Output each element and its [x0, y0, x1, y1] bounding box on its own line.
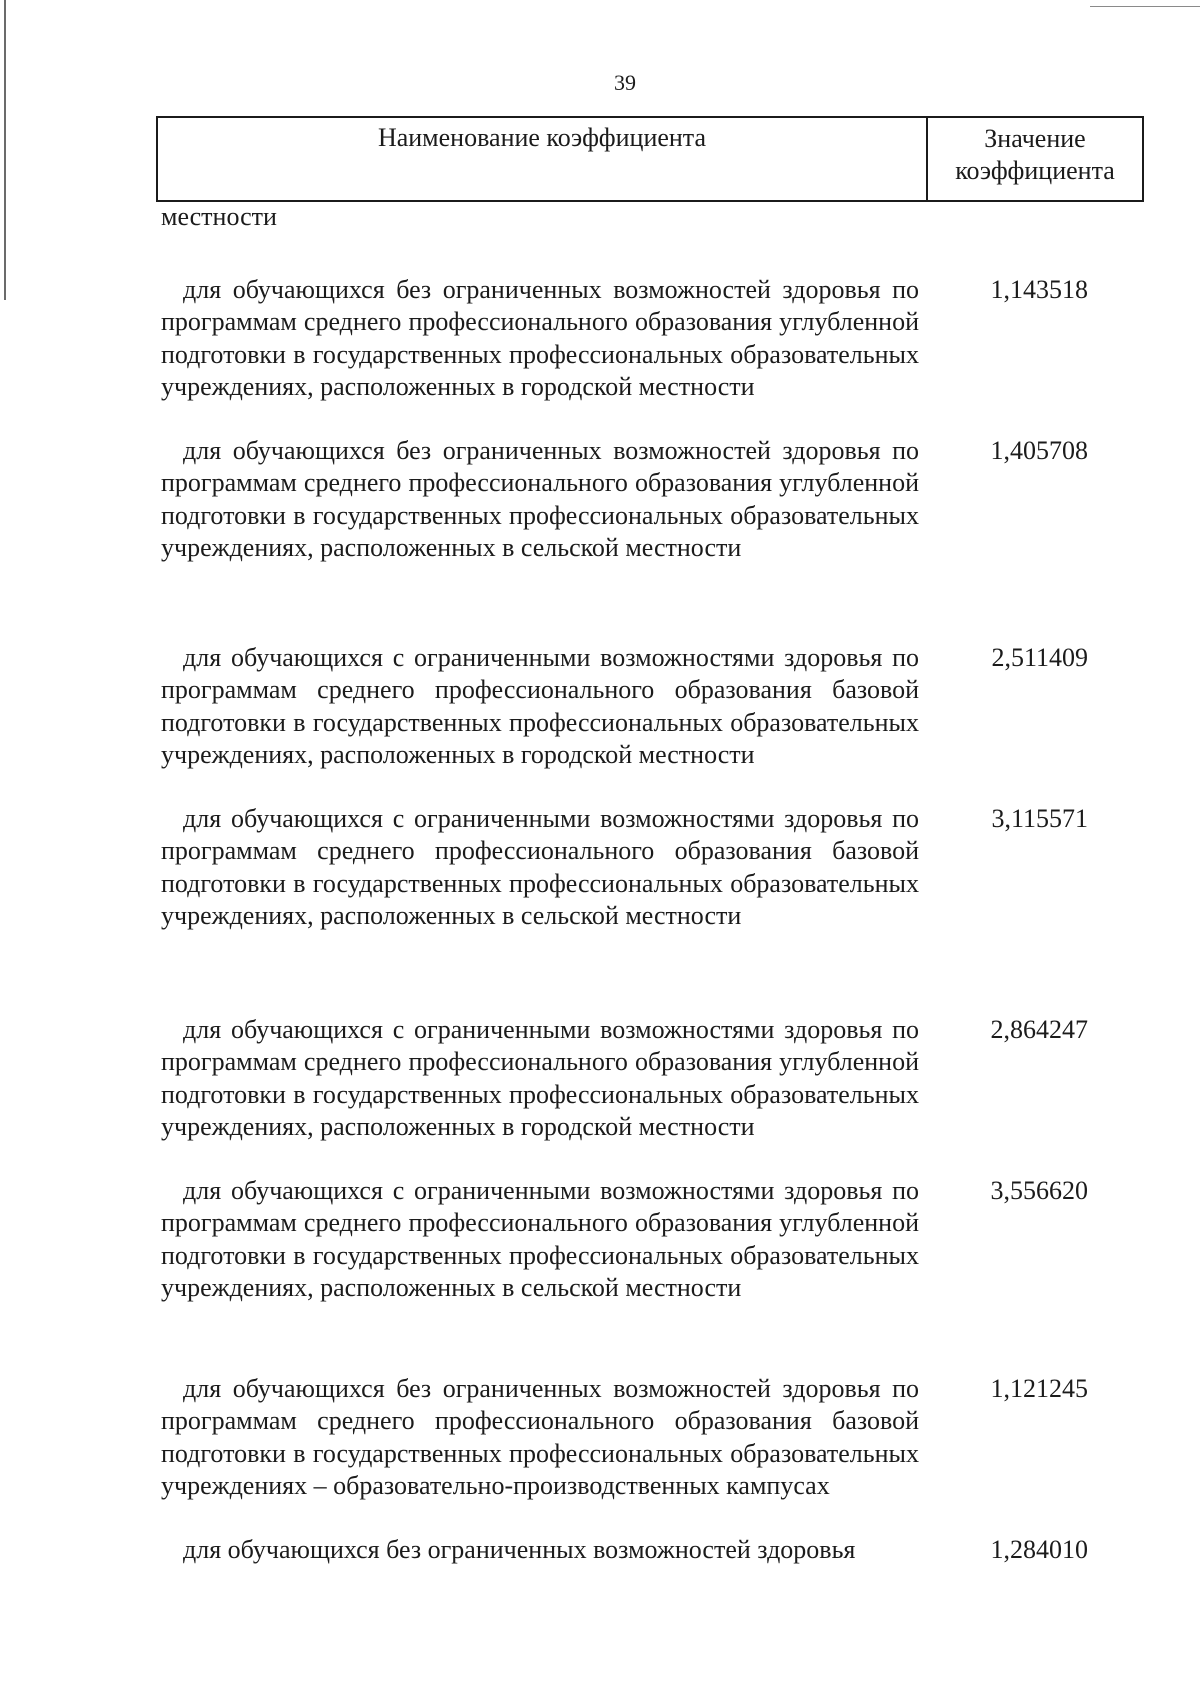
coefficient-entry-4-value: 3,115571	[991, 804, 1088, 833]
page-number: 39	[614, 70, 636, 95]
coefficient-entry-6-value: 3,556620	[990, 1176, 1088, 1205]
continuation-text: местности	[161, 202, 277, 231]
scan-edge-left	[4, 0, 6, 300]
coefficient-entry-8-value: 1,284010	[990, 1535, 1088, 1564]
coefficient-entry-6-text: для обучающихся с ограниченными возможностями здоровья по программам среднего профессионального образования углубленной подготовки в государственных профессиональных образовательных учреждениях, расположенных в сельской местности	[161, 1176, 919, 1303]
coefficient-entry-3-text: для обучающихся с ограниченными возможностями здоровья по программам среднего профессионального образования базовой подготовки в государственных профессиональных образовательных учреждениях, расположенных в городской местности	[161, 643, 919, 770]
coefficient-entry-1-text: для обучающихся без ограниченных возможностей здоровья по программам среднего профессионального образования углубленной подготовки в государственных профессиональных образовательных учреждениях, расположенных в городской местности	[161, 275, 919, 402]
scan-edge-top	[1090, 6, 1200, 7]
coefficient-entry-4-text: для обучающихся с ограниченными возможностями здоровья по программам среднего профессионального образования базовой подготовки в государственных профессиональных образовательных учреждениях, расположенных в сельской местности	[161, 804, 919, 931]
coefficient-entry-2-text: для обучающихся без ограниченных возможностей здоровья по программам среднего профессионального образования углубленной подготовки в государственных профессиональных образовательных учреждениях, расположенных в сельской местности	[161, 436, 919, 563]
coefficient-entry-5-value: 2,864247	[990, 1015, 1088, 1044]
header-value-line1: Значение	[984, 124, 1086, 153]
coefficient-entry-1-value: 1,143518	[990, 275, 1088, 304]
coefficient-entry-3-value: 2,511409	[991, 643, 1088, 672]
header-name-column: Наименование коэффициента	[158, 118, 928, 200]
table-header	[156, 116, 1144, 202]
header-value-line2: коэффициента	[955, 156, 1115, 185]
coefficient-entry-7-value: 1,121245	[990, 1374, 1088, 1403]
coefficient-entry-2-value: 1,405708	[990, 436, 1088, 465]
header-value-column	[928, 118, 1142, 200]
coefficient-entry-8-text: для обучающихся без ограниченных возможностей здоровья	[183, 1535, 856, 1564]
coefficient-entry-5-text: для обучающихся с ограниченными возможностями здоровья по программам среднего профессионального образования углубленной подготовки в государственных профессиональных образовательных учреждениях, расположенных в городской местности	[161, 1015, 919, 1142]
coefficient-entry-7-text: для обучающихся без ограниченных возможностей здоровья по программам среднего профессионального образования базовой подготовки в государственных профессиональных образовательных учреждениях – образовательно-производственных кампусах	[161, 1374, 919, 1501]
